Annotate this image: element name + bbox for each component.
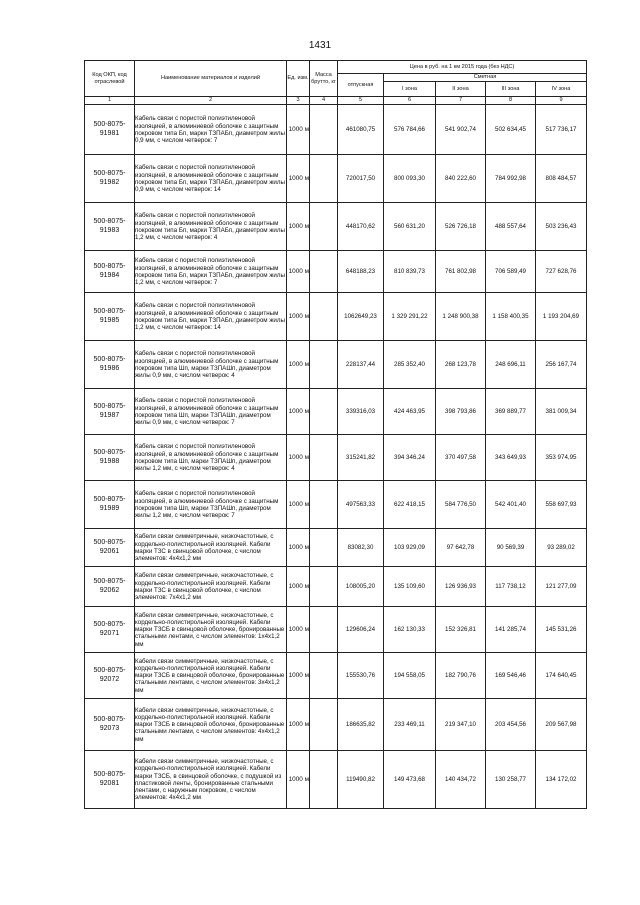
row-mass — [310, 607, 338, 653]
row-price-otpusknaya: 720017,50 — [338, 155, 384, 203]
row-mass — [310, 203, 338, 251]
row-price-otpusknaya: 186635,82 — [338, 699, 384, 751]
row-mass — [310, 341, 338, 389]
table-row — [85, 435, 587, 481]
row-unit: 1000 м — [287, 155, 310, 203]
row-price-zone-1: 162 130,33 — [384, 607, 436, 653]
row-price-zone-4: 727 628,76 — [536, 251, 587, 293]
row-price-otpusknaya: 119490,82 — [338, 751, 384, 809]
row-mass — [310, 529, 338, 567]
column-number: 6 — [384, 97, 436, 105]
row-price-zone-2: 182 790,76 — [436, 653, 486, 699]
row-price-zone-2: 126 936,93 — [436, 567, 486, 607]
row-price-zone-2: 584 776,50 — [436, 481, 486, 529]
row-name: Кабель связи с пористой полиэтиленовой изоляцией, в алюминиевой оболочке с защитным покровом типа Бп, марки ТЗПАБп, диаметром жилы 0,9 мм, с числом четверок: 7 — [135, 105, 287, 155]
row-mass — [310, 435, 338, 481]
row-unit: 1000 м — [287, 435, 310, 481]
row-code: 500-8075-91983 — [85, 203, 135, 251]
header-price-title: Цена в руб. на 1 км 2015 года (без НДС) — [338, 61, 587, 74]
row-code: 500-8075-91989 — [85, 481, 135, 529]
row-price-zone-2: 840 222,60 — [436, 155, 486, 203]
column-number: 7 — [436, 97, 486, 105]
row-name: Кабели связи симметричные, низкочастотные, с кордельно-полистирольной изоляцией. Кабели марки ТЗСБ, в свинцовой оболочке, с подушкой из пластиковой ленты, бронированные стальными лентами, с наружным покровом, с числом элементов: 4х4х1,2 мм — [135, 751, 287, 809]
row-price-zone-1: 103 929,09 — [384, 529, 436, 567]
table-row — [85, 389, 587, 435]
row-price-zone-1: 194 558,05 — [384, 653, 436, 699]
row-price-zone-1: 394 346,24 — [384, 435, 436, 481]
page-number: 1431 — [308, 40, 332, 51]
row-unit: 1000 м — [287, 653, 310, 699]
row-name: Кабель связи с пористой полиэтиленовой изоляцией, в алюминиевой оболочке с защитным покровом типа Бп, марки ТЗПАБп, диаметром жилы 0,9 мм, с числом четверок: 14 — [135, 155, 287, 203]
row-price-zone-1: 560 631,20 — [384, 203, 436, 251]
table-row — [85, 751, 587, 809]
row-mass — [310, 653, 338, 699]
row-mass — [310, 699, 338, 751]
header-mass: Масса брутто, кг — [310, 61, 338, 97]
row-mass — [310, 293, 338, 341]
table-row — [85, 155, 587, 203]
row-price-zone-4: 353 974,95 — [536, 435, 587, 481]
row-unit: 1000 м — [287, 751, 310, 809]
table-row — [85, 529, 587, 567]
header-zone-3: III зона — [486, 82, 536, 97]
header-zone-1: I зона — [384, 82, 436, 97]
row-unit: 1000 м — [287, 481, 310, 529]
column-number: 9 — [536, 97, 587, 105]
row-price-zone-4: 517 736,17 — [536, 105, 587, 155]
row-name: Кабели связи симметричные, низкочастотные, с кордельно-полистирольной изоляцией. Кабели марки ТЗСБ в свинцовой оболочке, бронированные стальными лентами, с числом элементов: 1х4х1,2 мм — [135, 607, 287, 653]
row-name: Кабель связи с пористой полиэтиленовой изоляцией, в алюминиевой оболочке с защитным покровом типа Шп, марки ТЗПАШп, диаметром жилы 1,2 мм, с числом четверок: 4 — [135, 435, 287, 481]
row-mass — [310, 567, 338, 607]
row-name: Кабель связи с пористой полиэтиленовой изоляцией, в алюминиевой оболочке с защитным покровом типа Бп, марки ТЗПАБп, диаметром жилы 1,2 мм, с числом четверок: 7 — [135, 251, 287, 293]
row-price-zone-4: 381 009,34 — [536, 389, 587, 435]
row-price-zone-1: 424 463,95 — [384, 389, 436, 435]
column-number: 8 — [486, 97, 536, 105]
row-price-zone-1: 800 093,30 — [384, 155, 436, 203]
row-price-zone-3: 130 258,77 — [486, 751, 536, 809]
row-name: Кабель связи с пористой полиэтиленовой изоляцией, в алюминиевой оболочке с защитным покровом типа Шп, марки ТЗПАШп, диаметром жилы 0,9 мм, с числом четверок: 7 — [135, 389, 287, 435]
table-row — [85, 293, 587, 341]
header-code: Код ОКП, код отраслевой — [85, 61, 135, 97]
row-unit: 1000 м — [287, 567, 310, 607]
table-row — [85, 607, 587, 653]
row-mass — [310, 105, 338, 155]
row-price-zone-2: 140 434,72 — [436, 751, 486, 809]
row-mass — [310, 751, 338, 809]
row-price-otpusknaya: 228137,44 — [338, 341, 384, 389]
row-price-zone-3: 343 649,93 — [486, 435, 536, 481]
row-code: 500-8075-91987 — [85, 389, 135, 435]
row-price-zone-2: 268 123,78 — [436, 341, 486, 389]
row-price-zone-3: 141 285,74 — [486, 607, 536, 653]
row-price-zone-2: 97 642,78 — [436, 529, 486, 567]
row-unit: 1000 м — [287, 529, 310, 567]
row-price-otpusknaya: 83082,30 — [338, 529, 384, 567]
row-price-zone-1: 285 352,40 — [384, 341, 436, 389]
row-price-zone-4: 121 277,09 — [536, 567, 587, 607]
row-code: 500-8075-91982 — [85, 155, 135, 203]
table-row — [85, 653, 587, 699]
row-mass — [310, 251, 338, 293]
row-mass — [310, 481, 338, 529]
row-price-zone-1: 135 109,60 — [384, 567, 436, 607]
row-unit: 1000 м — [287, 389, 310, 435]
row-mass — [310, 155, 338, 203]
row-unit: 1000 м — [287, 699, 310, 751]
column-number: 3 — [287, 97, 310, 105]
row-name: Кабель связи с пористой полиэтиленовой изоляцией, в алюминиевой оболочке с защитным покровом типа Бп, марки ТЗПАБп, диаметром жилы 1,2 мм, с числом четверок: 4 — [135, 203, 287, 251]
header-zone-2: II зона — [436, 82, 486, 97]
row-price-zone-3: 488 557,64 — [486, 203, 536, 251]
row-price-zone-2: 526 726,18 — [436, 203, 486, 251]
row-unit: 1000 м — [287, 607, 310, 653]
row-name: Кабель связи с пористой полиэтиленовой изоляцией, в алюминиевой оболочке с защитным покровом типа Шп, марки ТЗПАШп, диаметром жилы 1,2 мм, с числом четверок: 7 — [135, 481, 287, 529]
row-price-zone-3: 90 569,39 — [486, 529, 536, 567]
row-price-zone-4: 503 236,43 — [536, 203, 587, 251]
header-zone-4: IV зона — [536, 82, 587, 97]
row-price-zone-3: 542 401,40 — [486, 481, 536, 529]
row-price-zone-4: 209 567,98 — [536, 699, 587, 751]
row-code: 500-8075-92061 — [85, 529, 135, 567]
row-price-otpusknaya: 315241,82 — [338, 435, 384, 481]
row-price-zone-4: 256 167,74 — [536, 341, 587, 389]
row-code: 500-8075-92072 — [85, 653, 135, 699]
table-row — [85, 341, 587, 389]
row-unit: 1000 м — [287, 251, 310, 293]
row-price-otpusknaya: 648188,23 — [338, 251, 384, 293]
row-price-zone-1: 810 839,73 — [384, 251, 436, 293]
row-price-zone-3: 502 634,45 — [486, 105, 536, 155]
row-price-zone-3: 203 454,56 — [486, 699, 536, 751]
row-price-zone-2: 370 497,58 — [436, 435, 486, 481]
table-row — [85, 567, 587, 607]
row-name: Кабель связи с пористой полиэтиленовой изоляцией, в алюминиевой оболочке с защитным покровом типа Бп, марки ТЗПАБп, диаметром жилы 1,2 мм, с числом четверок: 14 — [135, 293, 287, 341]
row-price-zone-3: 248 696,11 — [486, 341, 536, 389]
column-number: 1 — [85, 97, 135, 105]
row-price-zone-1: 622 418,15 — [384, 481, 436, 529]
column-number: 2 — [135, 97, 287, 105]
row-price-zone-4: 145 531,26 — [536, 607, 587, 653]
header-unit: Ед. изм. — [287, 61, 310, 97]
row-unit: 1000 м — [287, 341, 310, 389]
row-code: 500-8075-92073 — [85, 699, 135, 751]
row-price-zone-3: 117 738,12 — [486, 567, 536, 607]
row-unit: 1000 м — [287, 293, 310, 341]
row-code: 500-8075-92071 — [85, 607, 135, 653]
row-price-zone-3: 706 589,49 — [486, 251, 536, 293]
row-price-zone-1: 576 784,66 — [384, 105, 436, 155]
row-price-zone-3: 169 546,46 — [486, 653, 536, 699]
row-price-zone-2: 761 802,98 — [436, 251, 486, 293]
row-price-zone-4: 93 289,02 — [536, 529, 587, 567]
row-mass — [310, 389, 338, 435]
row-price-otpusknaya: 129606,24 — [338, 607, 384, 653]
row-price-zone-1: 1 329 291,22 — [384, 293, 436, 341]
column-numbers-row — [85, 97, 587, 105]
column-number: 5 — [338, 97, 384, 105]
row-price-otpusknaya: 448170,62 — [338, 203, 384, 251]
table-row — [85, 251, 587, 293]
row-price-zone-2: 152 326,81 — [436, 607, 486, 653]
table-row — [85, 699, 587, 751]
row-price-zone-4: 174 640,45 — [536, 653, 587, 699]
row-price-zone-4: 558 697,93 — [536, 481, 587, 529]
row-price-otpusknaya: 155530,76 — [338, 653, 384, 699]
row-price-zone-2: 1 248 900,38 — [436, 293, 486, 341]
row-code: 500-8075-91985 — [85, 293, 135, 341]
row-price-otpusknaya: 497563,33 — [338, 481, 384, 529]
row-price-otpusknaya: 339316,03 — [338, 389, 384, 435]
row-price-zone-2: 219 347,10 — [436, 699, 486, 751]
row-unit: 1000 м — [287, 203, 310, 251]
row-code: 500-8075-92081 — [85, 751, 135, 809]
table-row — [85, 105, 587, 155]
row-name: Кабели связи симметричные, низкочастотные, с кордельно-полистирольной изоляцией. Кабели марки ТЗС в свинцовой оболочке, с числом элементов: 4х4х1,2 мм — [135, 529, 287, 567]
row-code: 500-8075-91988 — [85, 435, 135, 481]
row-name: Кабель связи с пористой полиэтиленовой изоляцией, в алюминиевой оболочке с защитным покровом типа Шп, марки ТЗПАШп, диаметром жилы 0,9 мм, с числом четверок: 4 — [135, 341, 287, 389]
row-price-zone-4: 1 193 204,69 — [536, 293, 587, 341]
row-price-zone-4: 134 172,02 — [536, 751, 587, 809]
row-price-zone-3: 369 889,77 — [486, 389, 536, 435]
row-code: 500-8075-91981 — [85, 105, 135, 155]
row-price-zone-3: 784 992,98 — [486, 155, 536, 203]
row-price-zone-3: 1 158 400,35 — [486, 293, 536, 341]
row-code: 500-8075-91986 — [85, 341, 135, 389]
row-price-zone-4: 808 484,57 — [536, 155, 587, 203]
header-otpusknaya: отпускная — [338, 74, 384, 97]
header-smetnaya: Сметная — [384, 74, 587, 82]
row-name: Кабели связи симметричные, низкочастотные, с кордельно-полистирольной изоляцией. Кабели марки ТЗС в свинцовой оболочке, с числом элементов: 7х4х1,2 мм — [135, 567, 287, 607]
row-price-otpusknaya: 1062649,23 — [338, 293, 384, 341]
table-row — [85, 203, 587, 251]
row-unit: 1000 м — [287, 105, 310, 155]
row-code: 500-8075-92062 — [85, 567, 135, 607]
row-price-zone-1: 149 473,68 — [384, 751, 436, 809]
column-number: 4 — [310, 97, 338, 105]
row-price-otpusknaya: 461080,75 — [338, 105, 384, 155]
header-name: Наименование материалов и изделий — [135, 61, 287, 97]
row-name: Кабели связи симметричные, низкочастотные, с кордельно-полистирольной изоляцией. Кабели марки ТЗСБ в свинцовой оболочке, бронированные стальными лентами, с числом элементов: 3х4х1,2 мм — [135, 653, 287, 699]
row-name: Кабели связи симметричные, низкочастотные, с кордельно-полистирольной изоляцией. Кабели марки ТЗСБ в свинцовой оболочке, бронированные стальными лентами, с числом элементов: 4х4х1,2 мм — [135, 699, 287, 751]
row-price-zone-1: 233 469,11 — [384, 699, 436, 751]
row-price-zone-2: 398 793,86 — [436, 389, 486, 435]
table-row — [85, 481, 587, 529]
row-price-zone-2: 541 902,74 — [436, 105, 486, 155]
price-table — [84, 60, 587, 809]
row-code: 500-8075-91984 — [85, 251, 135, 293]
row-price-otpusknaya: 108005,20 — [338, 567, 384, 607]
